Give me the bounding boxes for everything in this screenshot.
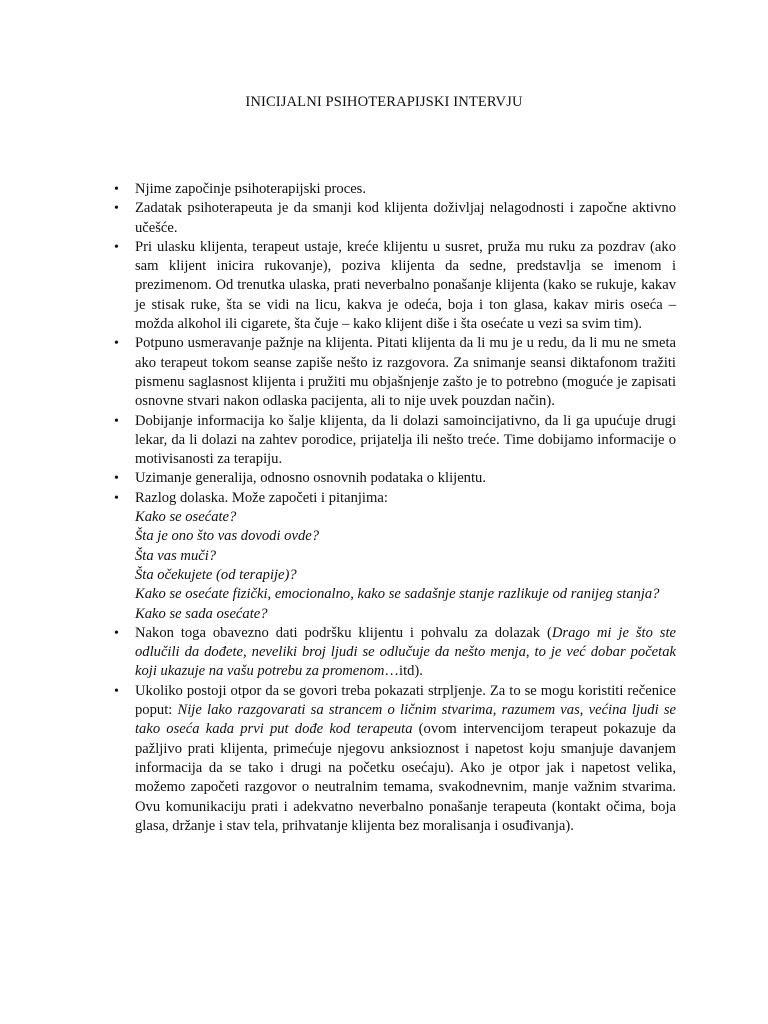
item-text-regular: Ukoliko postoji otpor da se govori treba pokazati strpljenje. Za to se mogu koristiti rečenice poput: — [135, 682, 676, 719]
item-text: Njime započinje psihoterapijski proces. — [135, 181, 366, 197]
bullet-icon: • — [114, 413, 119, 429]
list-item — [114, 489, 676, 624]
bullet-icon: • — [114, 490, 119, 506]
item-text-italic: Drago mi je što ste odlučili da dođete, neveliki broj ljudi se odlučuje da nešto menja, to je već dobar početak koji ukazuje na vašu potrebu za promenom — [135, 624, 676, 680]
item-text-italic: Nije lako razgovarati sa strancem o ličnim stvarima, razumem vas, većina ljudi se tako oseća kada prvi put dođe kod terapeuta — [135, 702, 676, 738]
question-line: Šta očekujete (od terapije)? — [135, 566, 297, 583]
list-item — [114, 624, 676, 682]
item-text: Zadatak psihoterapeuta je da smanji kod klijenta doživljaj nelagodnosti i započne aktivno učešće. — [135, 200, 676, 236]
item-text: Pri ulasku klijenta, terapeut ustaje, kreće klijentu u susret, pruža mu ruku za pozdrav (ako sam klijent inicira rukovanje), poziva klijenta da sedne, predstavlja se imenom i prezimenom. Od trenutka ulaska, prati neverbalno ponašanje klijenta (kako se rukuje, kakav je stisak ruke, šta se vidi na licu, kakva je odeća, boja i ton glasa, kakav miris oseća – možda alkohol ili cigarete, šta čuje – kako klijent diše i šta osećate u vezi sa svim tim). — [135, 238, 676, 333]
list-item — [114, 199, 676, 238]
bullet-icon: • — [114, 683, 119, 699]
bullet-icon: • — [114, 239, 119, 255]
document-title: INICIJALNI PSIHOTERAPIJSKI INTERVJU — [245, 94, 523, 110]
list-item — [114, 412, 676, 470]
bullet-icon: • — [114, 336, 119, 352]
question-line: Kako se osećate fizički, emocionalno, kako se sadašnje stanje razlikuje od ranijeg stanja? — [135, 586, 660, 603]
item-text-regular: …itd). — [384, 663, 423, 680]
item-text: Uzimanje generalija, odnosno osnovnih podataka o klijentu. — [135, 470, 486, 487]
list-item — [114, 180, 676, 199]
list-item — [114, 469, 676, 488]
item-text: Razlog dolaska. Može započeti i pitanjima: — [135, 489, 388, 506]
question-line: Kako se sada osećate? — [135, 605, 268, 622]
question-line: Šta je ono što vas dovodi ovde? — [135, 528, 320, 545]
question-line: Šta vas muči? — [135, 547, 217, 564]
bullet-icon: • — [114, 625, 119, 641]
item-text: Dobijanje informacija ko šalje klijenta, da li dolazi samoincijativno, da li ga upućuje drugi lekar, da li dolazi na zahtev porodice, prijatelja ili nešto treće. Time dobijamo informacije o motivisanosti za terapiju. — [135, 412, 676, 468]
bullet-list — [114, 180, 676, 836]
bullet-icon: • — [114, 201, 119, 217]
list-item — [114, 238, 676, 334]
item-text-regular: Nakon toga obavezno dati podršku klijentu i pohvalu za dolazak ( — [135, 624, 552, 641]
item-text: Potpuno usmeravanje pažnje na klijenta. Pitati klijenta da li mu je u redu, da li mu ne smeta ako terapeut tokom seanse zapiše nešto iz razgovora. Za snimanje seansi diktafonom tražiti pismenu saglasnost klijenta i pružiti mu objašnjenje zašto je to potrebno (moguće je zapisati osnovne stvari nakon odlaska pacijenta, ali to nije uvek pouzdan način). — [135, 335, 676, 410]
list-item — [114, 334, 676, 411]
bullet-icon: • — [114, 182, 119, 197]
list-item — [114, 682, 676, 836]
question-line: Kako se osećate? — [135, 509, 237, 526]
item-text-regular: (ovom intervencijom terapeut pokazuje da pažljivo prati klijenta, primećuje njegovu anksioznost i napetost koju smanjuje davanjem informacija da se tako i drugi na početku osećaju). Ako je otpor jak i napetost velika, možemo započeti razgovor o neutralnim temama, svakodnevnim, manje važnim stvarima. Ovu komunikaciju prati i adekvatno neverbalno ponašanje terapeuta (kontakt očima, boja glasa, držanje i stav tela, prihvatanje klijenta bez moralisanja i osuđivanja). — [135, 721, 676, 834]
bullet-icon: • — [114, 471, 119, 487]
